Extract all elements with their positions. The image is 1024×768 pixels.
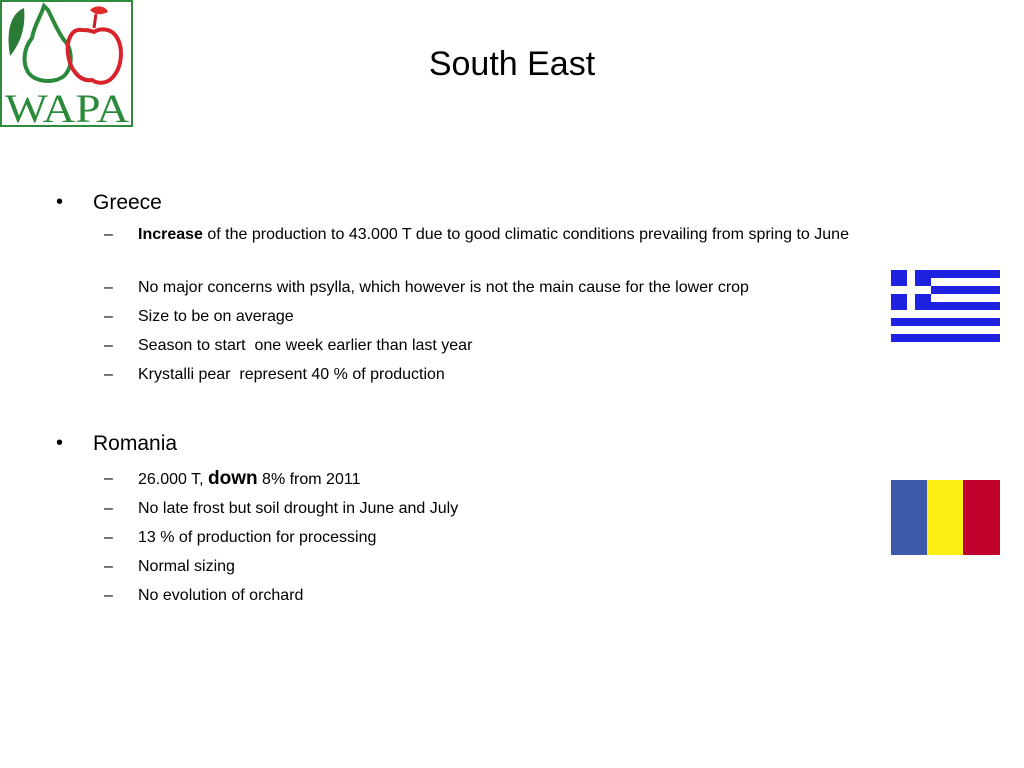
- dash: –: [104, 500, 113, 517]
- dash: –: [104, 529, 113, 546]
- dash: –: [104, 587, 113, 604]
- romania-flag-icon: [891, 480, 1000, 560]
- dash: –: [104, 337, 113, 354]
- dash: –: [104, 226, 113, 243]
- svg-text:WAPA: WAPA: [5, 86, 130, 128]
- list-item-text: 13 % of production for processing: [138, 529, 377, 546]
- list-item: [104, 305, 955, 329]
- list-item: [104, 223, 955, 247]
- list-item: [104, 555, 955, 579]
- list-item-text: 8% from 2011: [257, 471, 361, 488]
- list-item-text: Season to start one week earlier than last year: [138, 337, 473, 354]
- dash: –: [104, 470, 113, 487]
- list-item-text: Normal sizing: [138, 558, 235, 575]
- section-heading-label: Greece: [93, 191, 162, 214]
- dash: –: [104, 366, 113, 383]
- dash: –: [104, 279, 113, 296]
- dash: –: [104, 558, 113, 575]
- slide-title: South East: [428, 45, 596, 83]
- dash: –: [104, 308, 113, 325]
- section-heading-greece: [56, 189, 162, 217]
- list-item: [104, 467, 955, 492]
- list-item-text: 26.000 T,: [138, 471, 208, 488]
- list-item: [104, 584, 955, 608]
- list-item: [104, 526, 955, 550]
- section-heading-romania: [56, 430, 178, 458]
- list-item-text: No evolution of orchard: [138, 587, 304, 604]
- emphasis-text: down: [207, 468, 258, 489]
- list-item-text: of the production to 43.000 T due to good climatic conditions prevailing from spring to June: [202, 226, 849, 243]
- list-item-text: No late frost but soil drought in June and July: [138, 500, 459, 517]
- emphasis-text: Increase: [138, 226, 203, 243]
- greece-flag-icon: [891, 270, 1000, 350]
- list-item-text: No major concerns with psylla, which however is not the main cause for the lower crop: [138, 279, 749, 296]
- list-item-text: Size to be on average: [138, 308, 294, 325]
- section-heading-label: Romania: [93, 432, 178, 455]
- bullet: •: [56, 432, 64, 454]
- list-item: [104, 334, 955, 358]
- list-item: [104, 363, 955, 387]
- list-item-text: Krystalli pear represent 40 % of production: [138, 366, 445, 383]
- bullet: •: [56, 191, 64, 213]
- list-item: [104, 497, 955, 521]
- list-item: [104, 276, 955, 300]
